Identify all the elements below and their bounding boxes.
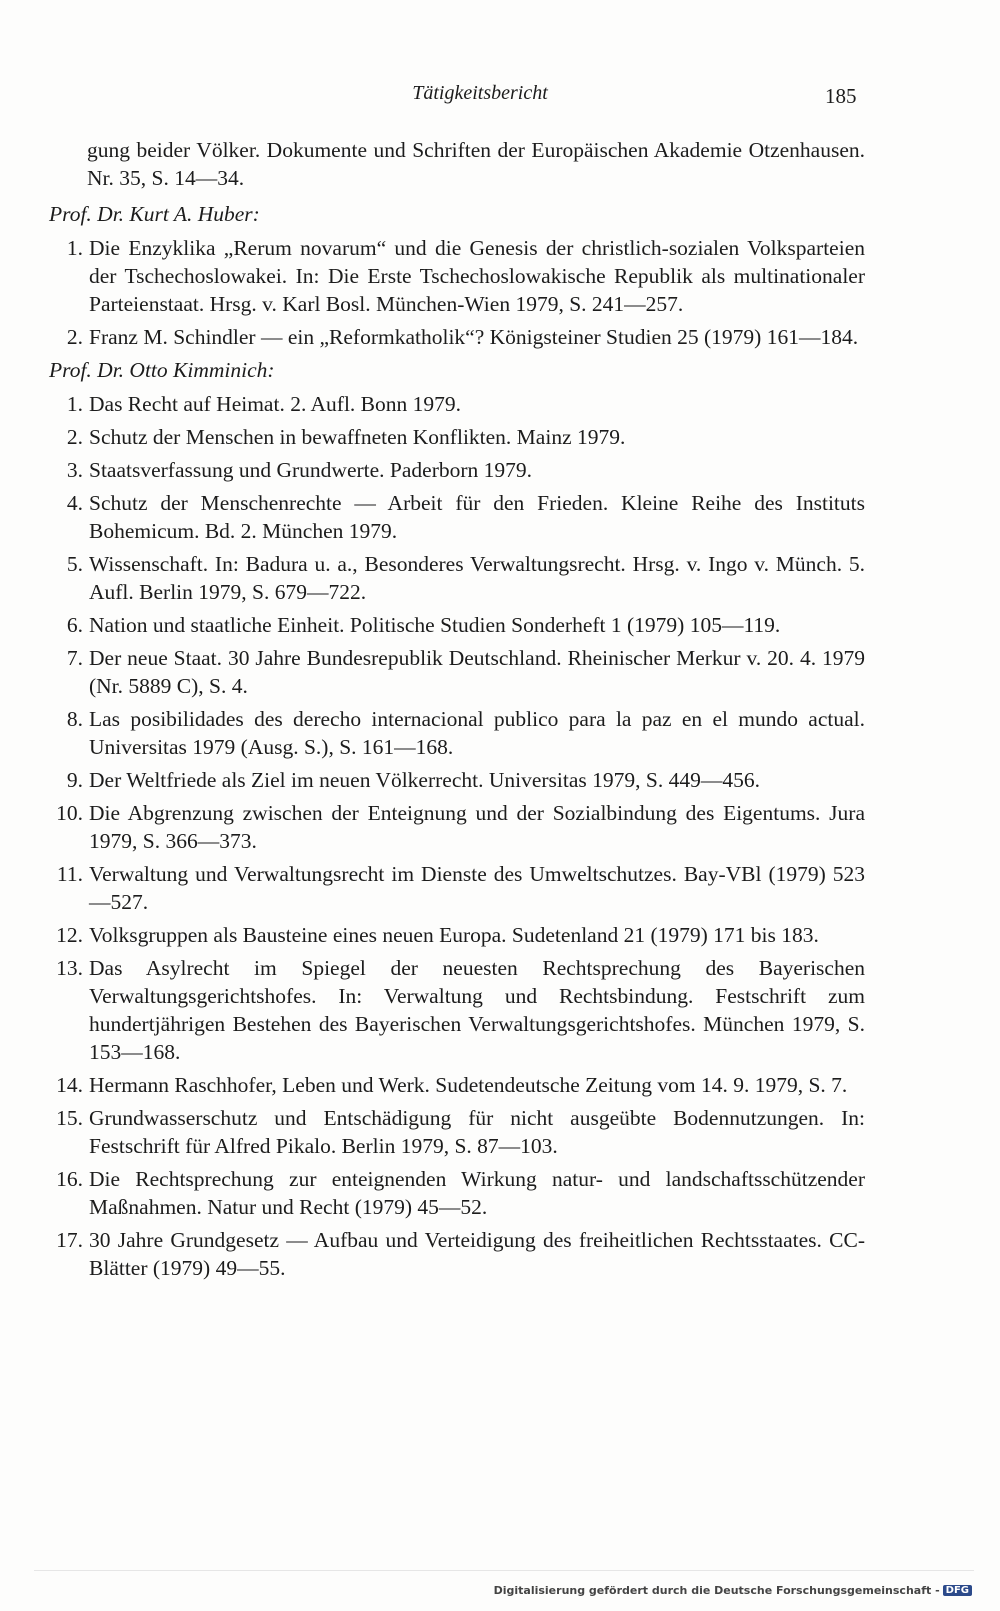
publication-sections [45,200,865,1282]
entry-number: 6. [66,613,83,637]
publication-entry [45,1226,865,1282]
entry-number: 8. [66,707,83,731]
publication-entry [45,1165,865,1221]
footer-text: Digitalisierung gefördert durch die Deutsche Forschungsgemeinschaft - [493,1584,940,1597]
entry-number: 2. [66,425,83,449]
digitization-footer [494,1584,972,1597]
publication-entry [45,323,865,351]
entry-text: Die Enzyklika „Rerum novarum“ und die Genesis der christlich-sozialen Volksparteien der Tschechoslowakei. In: Die Erste Tschechoslowakische Republik als multinationaler Parteienstaat. Hrsg. v. Karl Bosl. München-Wien 1979, S. 241—257. [89,236,865,316]
entry-text: Schutz der Menschen in bewaffneten Konflikten. Mainz 1979. [89,425,626,449]
entry-text: Schutz der Menschenrechte — Arbeit für den Frieden. Kleine Reihe des Instituts Bohemicum. Bd. 2. München 1979. [89,491,865,543]
entry-number: 15. [56,1106,83,1130]
publication-entry [45,1104,865,1160]
entry-number: 3. [66,458,83,482]
publication-entry [45,611,865,639]
entry-number: 2. [66,325,83,349]
footer-divider [34,1570,974,1571]
publication-entry [45,644,865,700]
entry-text: Der Weltfriede als Ziel im neuen Völkerrecht. Universitas 1979, S. 449—456. [89,768,760,792]
entry-text: Grundwasserschutz und Entschädigung für nicht ausgeübte Bodennutzungen. In: Festschrift für Alfred Pikalo. Berlin 1979, S. 87—103. [89,1106,865,1158]
author-heading: Prof. Dr. Otto Kimminich: [49,358,275,382]
running-header-title: Tätigkeitsbericht [412,82,548,104]
entry-text: Die Abgrenzung zwischen der Enteignung und der Sozialbindung des Eigentums. Jura 1979, S. 366—373. [89,801,865,853]
entry-number: 1. [66,392,83,416]
publication-entry [45,921,865,949]
page-body [45,136,865,1287]
continuation-paragraph: gung beider Völker. Dokumente und Schriften der Europäischen Akademie Otzenhausen. Nr. 35, S. 14—34. [87,138,865,190]
publication-entry [45,766,865,794]
entry-number: 12. [56,923,83,947]
entry-number: 9. [66,768,83,792]
publication-entry [45,954,865,1066]
publication-entry [45,234,865,318]
publication-entry [45,1071,865,1099]
publication-entry [45,390,865,418]
publication-entry [45,705,865,761]
entry-text: Nation und staatliche Einheit. Politische Studien Sonderheft 1 (1979) 105—119. [89,613,781,637]
entry-number: 17. [56,1228,83,1252]
entry-text: Das Recht auf Heimat. 2. Aufl. Bonn 1979. [89,392,462,416]
publication-entry [45,489,865,545]
entry-text: Der neue Staat. 30 Jahre Bundesrepublik Deutschland. Rheinischer Merkur v. 20. 4. 1979 (Nr. 5889 C), S. 4. [89,646,865,698]
entry-number: 7. [66,646,83,670]
page-number: 185 [825,84,857,108]
entry-number: 13. [56,956,83,980]
entry-text: Staatsverfassung und Grundwerte. Paderborn 1979. [89,458,533,482]
entry-number: 4. [66,491,83,515]
entry-text: Franz M. Schindler — ein „Reformkatholik“? Königsteiner Studien 25 (1979) 161—184. [89,325,859,349]
entry-number: 5. [66,552,83,576]
publication-entry [45,456,865,484]
entry-text: Volksgruppen als Bausteine eines neuen Europa. Sudetenland 21 (1979) 171 bis 183. [89,923,819,947]
publication-entry [45,860,865,916]
author-heading: Prof. Dr. Kurt A. Huber: [49,202,260,226]
dfg-logo: DFG [943,1585,972,1596]
entry-number: 11. [56,862,83,886]
entry-number: 1. [66,236,83,260]
entry-text: 30 Jahre Grundgesetz — Aufbau und Verteidigung des freiheitlichen Rechtsstaates. CC-Blätter (1979) 49—55. [89,1228,865,1280]
publication-entry [45,423,865,451]
entry-text: Wissenschaft. In: Badura u. a., Besonderes Verwaltungsrecht. Hrsg. v. Ingo v. Münch. 5. Aufl. Berlin 1979, S. 679—722. [89,552,865,604]
entry-number: 14. [56,1073,83,1097]
entry-number: 10. [56,801,83,825]
entry-text: Verwaltung und Verwaltungsrecht im Dienste des Umweltschutzes. Bay-VBl (1979) 523—527. [89,862,865,914]
publication-entry [45,799,865,855]
publication-entry [45,550,865,606]
entry-text: Las posibilidades des derecho internacional publico para la paz en el mundo actual. Universitas 1979 (Ausg. S.), S. 161—168. [89,707,865,759]
entry-text: Das Asylrecht im Spiegel der neuesten Rechtsprechung des Bayerischen Verwaltungsgerichtshofes. In: Verwaltung und Rechtsbindung. Festschrift zum hundertjährigen Bestehen des Bayerischen Verwaltungsgerichtshofes. München 1979, S. 153—168. [89,956,865,1064]
entry-text: Die Rechtsprechung zur enteignenden Wirkung natur- und landschaftsschützender Maßnahmen. Natur und Recht (1979) 45—52. [89,1167,865,1219]
entry-text: Hermann Raschhofer, Leben und Werk. Sudetendeutsche Zeitung vom 14. 9. 1979, S. 7. [89,1073,848,1097]
entry-number: 16. [56,1167,83,1191]
